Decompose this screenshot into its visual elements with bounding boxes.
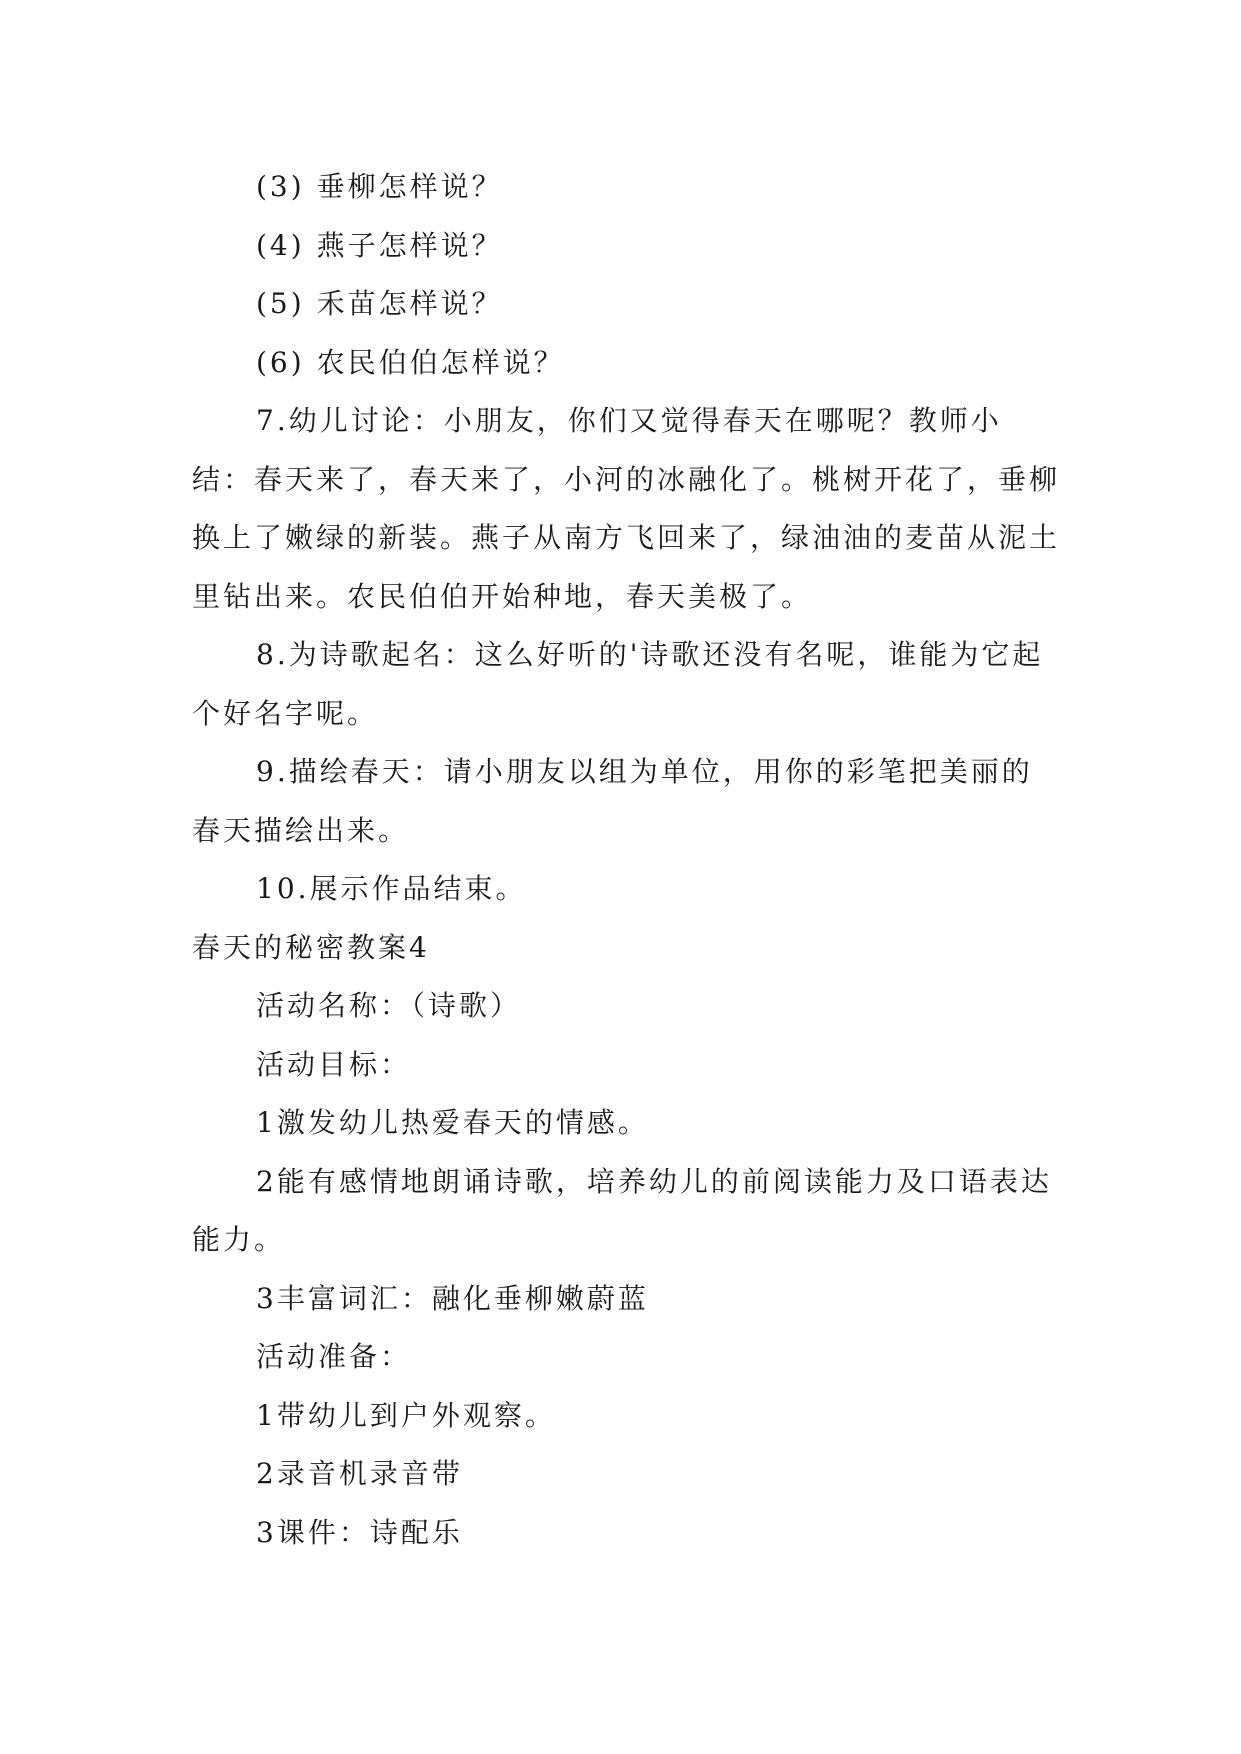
goal-item: 2能有感情地朗诵诗歌，培养幼儿的前阅读能力及口语表达能力。 xyxy=(192,1164,1052,1256)
question-line: (3) 垂柳怎样说？ xyxy=(256,170,503,203)
step-paragraph: 8.为诗歌起名：这么好听的'诗歌还没有名呢，谁能为它起个好名字呢。 xyxy=(192,638,1044,730)
section-title: 春天的秘密教案4 xyxy=(192,930,430,964)
question-line: (4) 燕子怎样说？ xyxy=(256,228,503,262)
step-paragraph: 7.幼儿讨论：小朋友，你们又觉得春天在哪呢？教师小结：春天来了，春天来了，小河的冰融化了。桃树开花了，垂柳换上了嫩绿的新装。燕子从南方飞回来了，绿油油的麦苗从泥土里钻出来。农民伯伯开始种地，春天美极了。 xyxy=(192,404,1061,613)
step-paragraph: 9.描绘春天：请小朋友以组为单位，用你的彩笔把美丽的春天描绘出来。 xyxy=(192,755,1033,847)
goal-item: 1激发幼儿热爱春天的情感。 xyxy=(256,1106,649,1139)
activity-goals-heading: 活动目标： xyxy=(256,1047,412,1081)
activity-prep-heading: 活动准备： xyxy=(256,1340,412,1373)
activity-name: 活动名称：（诗歌） xyxy=(256,989,522,1022)
question-line: (6) 农民伯伯怎样说？ xyxy=(256,345,565,379)
question-line: (5) 禾苗怎样说？ xyxy=(256,287,503,320)
prep-item: 2录音机录音带 xyxy=(256,1457,463,1490)
document-body xyxy=(192,158,1062,1562)
prep-item: 1带幼儿到户外观察。 xyxy=(256,1398,556,1432)
step-paragraph: 10.展示作品结束。 xyxy=(256,872,527,905)
goal-item: 3丰富词汇：融化垂柳嫩蔚蓝 xyxy=(256,1281,649,1315)
prep-item: 3课件：诗配乐 xyxy=(256,1515,463,1549)
